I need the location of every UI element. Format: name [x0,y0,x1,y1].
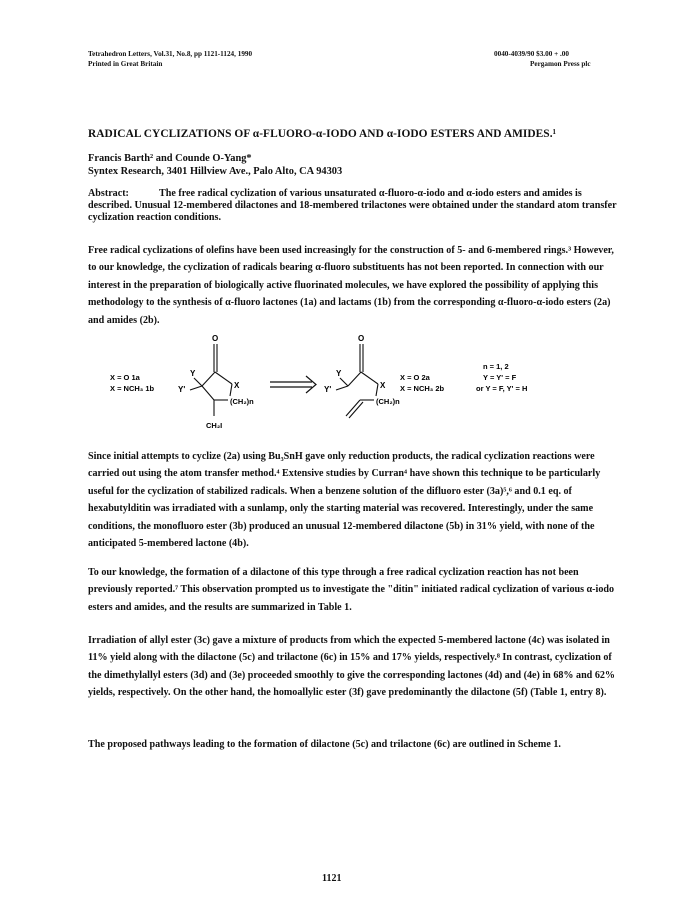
ring-chain-right: (CH₂)n [376,397,400,406]
atom-o-right: O [358,334,365,343]
paragraph-dilactone: To our knowledge, the formation of a dilactone of this type through a free radical cyclization reaction has not been previously reported.⁷ This observation prompted us to investigate the "ditin" initiated radical cyclization of various α-iodo esters and amides, and the results are summarized in Table 1. [88,567,615,613]
atom-x-left: X [234,381,240,390]
atom-yp-left: Y' [178,385,186,394]
abstract-text: The free radical cyclization of various unsaturated α-fluoro-α-iodo and α-iodo esters and amides is described. Unusual 12-membered dilactones and 18-membered trilactones were obtained under the standard atom transfer cyclization reaction conditions. [88,188,617,223]
paragraph-allyl-ester: Irradiation of allyl ester (3c) gave a mixture of products from which the expected 5-membered lactone (4c) was isolated in 11% yield along with the dilactone (5c) and trilactone (6c) in 15% and 17% yields, respectively.⁸ In contrast, cyclization of the dimethylallyl esters (3d) and (3e) proceeded smoothly to give the corresponding lactones (4d) and (4e) in 68% and 62% yields, respectively. On the other hand, the homoallylic ester (3f) gave predominantly the dilactone (5f) (Table 1, entry 8). [88,635,616,699]
publisher-line: Pergamon Press plc [530,60,591,68]
ch2i-label: CH₂I [206,421,223,430]
n-value-label: n = 1, 2 [483,362,509,371]
label-2a: X = O 2a [400,373,430,382]
retrosynthetic-arrow [270,376,316,393]
author-names: Francis Barth² and Counde O-Yang* [88,153,252,164]
printed-in-line: Printed in Great Britain [88,60,163,68]
atom-y-right: Y [336,369,342,378]
label-1a: X = O 1a [110,373,140,382]
author-affiliation: Syntex Research, 3401 Hillview Ave., Palo Alto, CA 94303 [88,166,343,177]
label-1b: X = NCH₃ 1b [110,384,155,393]
paragraph-scheme-ref: The proposed pathways leading to the formation of dilactone (5c) and trilactone (6c) are outlined in Scheme 1. [88,739,561,750]
label-2b: X = NCH₃ 2b [400,384,445,393]
paragraph-intro: Free radical cyclizations of olefins have been used increasingly for the construction of 5- and 6-membered rings.³ However, to our knowledge, the cyclization of radicals bearing α-fluoro substituents has not been reported. In connection with our interest in the preparation of biologically active fluorinated molecules, we have explored the possibility of applying this methodology to the synthesis of α-fluoro lactones (1a) and lactams (1b) from the corresponding α-fluoro-α-iodo esters (2a) and amides (2b). [88,245,614,326]
product-structure [190,344,232,416]
atom-x-right: X [380,381,386,390]
starting-material-structure [336,344,378,418]
price-code: 0040-4039/90 $3.00 + .00 [494,50,569,58]
scheme-drawing [110,332,590,450]
abstract-label: Abstract: [88,188,129,199]
abstract [88,188,620,224]
atom-o-left: O [212,334,219,343]
page-number: 1121 [322,873,342,884]
ring-chain-left: (CH₂)n [230,397,254,406]
paper-title: RADICAL CYCLIZATIONS OF α-FLUORO-α-IODO AND α-IODO ESTERS AND AMIDES.¹ [88,128,557,140]
reaction-scheme [110,332,590,450]
atom-yp-right: Y' [324,385,332,394]
y-value-label-2: or Y = F, Y' = H [476,384,528,393]
y-value-label-1: Y = Y' = F [483,373,517,382]
journal-citation: Tetrahedron Letters, Vol.31, No.8, pp 1121-1124, 1990 [88,50,253,58]
paragraph-atom-transfer: Since initial attempts to cyclize (2a) using Bu₃SnH gave only reduction products, the radical cyclization reactions were carried out using the atom transfer method.⁴ Extensive studies by Curran⁴ have shown this technique to be particularly useful for the cyclization of stabilized radicals. When a benzene solution of the difluoro ester (3a)⁵,⁶ and 0.1 eq. of hexabutylditin was irradiated with a sunlamp, only the starting material was recovered. Interestingly, under the same conditions, the monofluoro ester (3b) produced an unusual 12-membered dilactone (5b) in 31% yield, with none of the anticipated 5-membered lactone (4b). [88,451,601,550]
atom-y-left: Y [190,369,196,378]
